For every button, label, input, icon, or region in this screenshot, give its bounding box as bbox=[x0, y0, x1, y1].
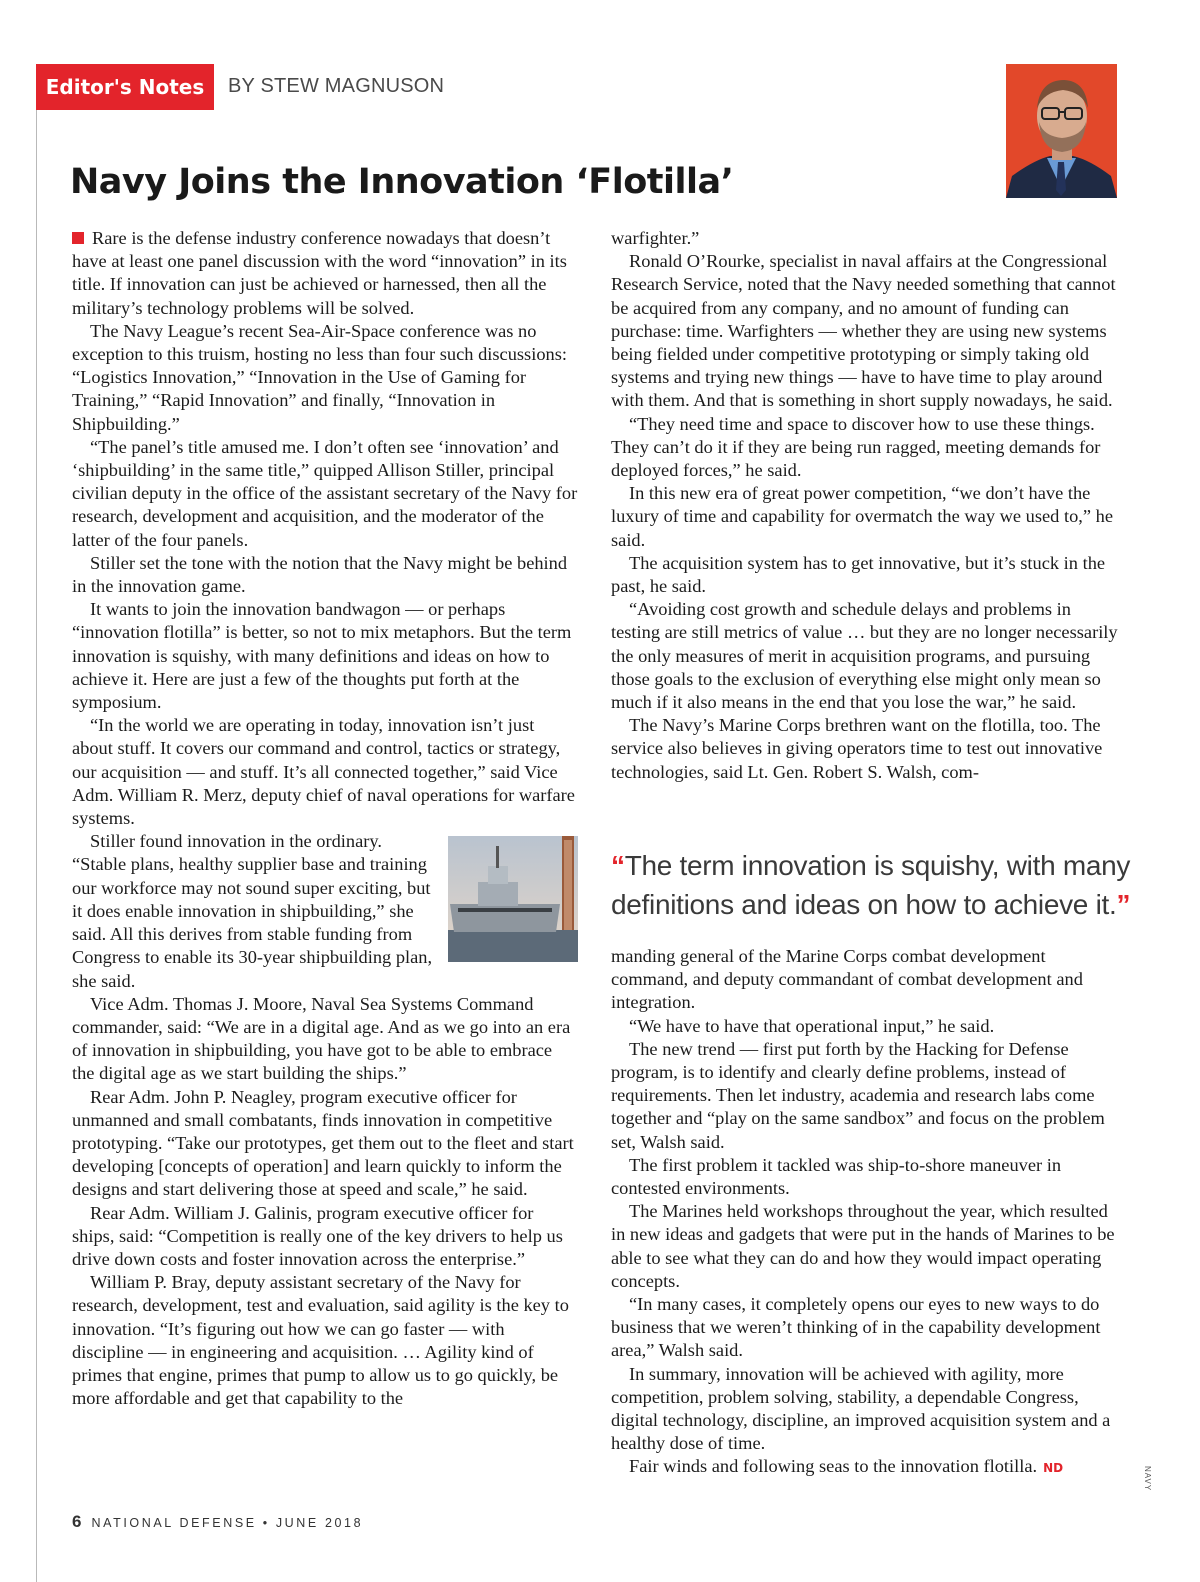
right-column-top bbox=[611, 227, 1121, 784]
right-column-bottom bbox=[611, 945, 1121, 1481]
paragraph: “In the world we are operating in today, innovation isn’t just about stuff. It covers our command and control, tactics or strategy, our acquisition — and stuff. It’s all connected together,” said Vice Adm. William R. Merz, deputy chief of naval operations for warfare systems. bbox=[72, 715, 575, 829]
paragraph: The acquisition system has to get innovative, but it’s stuck in the past, he said. bbox=[611, 552, 1106, 597]
paragraph: In this new era of great power competition, “we don’t have the luxury of time and capability for overmatch the way we used to,” he said. bbox=[611, 483, 1113, 550]
publication-info: NATIONAL DEFENSE • JUNE 2018 bbox=[91, 1516, 364, 1530]
end-mark: ND bbox=[1043, 1461, 1064, 1476]
left-column bbox=[72, 227, 578, 1410]
paragraph: The new trend — first put forth by the Hacking for Defense program, is to identify and clearly define problems, instead of requirements. Then let industry, academia and research labs come together and “play on the same sandbox” and focus on the problem set, Walsh said. bbox=[611, 1038, 1105, 1152]
paragraph: The Navy League’s recent Sea-Air-Space conference was no exception to this truism, hosting no less than four such discussions: “Logistics Innovation,” “Innovation in the Use of Gaming for Training,” “Rapid Innovation” and finally, “Innovation in Shipbuilding.” bbox=[72, 320, 567, 434]
byline: BY STEW MAGNUSON bbox=[228, 75, 445, 97]
page-number: 6 bbox=[72, 1512, 82, 1531]
pull-quote bbox=[611, 846, 1131, 924]
paragraph: The Marines held workshops throughout the year, which resulted in new ideas and gadgets that were put in the hands of Marines to be able to see what they can do and how they would impact operating concepts. bbox=[611, 1201, 1115, 1291]
start-square-icon bbox=[72, 232, 84, 244]
page-footer bbox=[72, 1512, 363, 1532]
paragraph: Stiller found innovation in the ordinary. “Stable plans, healthy supplier base and training our workforce may not sound super exciting, but it does enable innovation in shipbuilding,” she said. All this derives from stable funding from Congress to enable its 30-year shipbuilding plan, she said. bbox=[72, 831, 433, 991]
paragraph: Rare is the defense industry conference nowadays that doesn’t have at least one panel discussion with the word “innovation” in its title. If innovation can just be achieved or harnessed, then all the military’s technology problems will be solved. bbox=[72, 228, 567, 318]
paragraph: “The panel’s title amused me. I don’t often see ‘innovation’ and ‘shipbuilding’ in the same title,” quipped Allison Stiller, principal civilian deputy in the office of the assistant secretary of the Navy for research, development and acquisition, and the moderator of the latter of the four panels. bbox=[72, 436, 578, 550]
section-tag: Editor's Notes bbox=[36, 64, 214, 110]
paragraph: Rear Adm. John P. Neagley, program executive officer for unmanned and small combatants, finds innovation in competitive prototyping. “Take our prototypes, get them out to the fleet and start developing [concepts of operation] and learn quickly to inform the designs and start delivering those at speed and scale,” he said. bbox=[72, 1086, 574, 1200]
author-portrait bbox=[1006, 64, 1117, 198]
paragraph: William P. Bray, deputy assistant secretary of the Navy for research, development, test and evaluation, said agility is the key to innovation. “It’s figuring out how we can go faster — with discipline — in engineering and acquisition. … Agility kind of primes that engine, primes that pump to allow us to go quickly, be more affordable and get that capability to the bbox=[72, 1272, 569, 1409]
paragraph: It wants to join the innovation bandwagon — or perhaps “innovation flotilla” is better, so not to mix metaphors. But the term innovation is squishy, with many definitions and ideas on how to achieve it. Here are just a few of the thoughts put forth at the symposium. bbox=[72, 599, 572, 713]
paragraph: “In many cases, it completely opens our eyes to new ways to do business that we weren’t thinking of in the capability development area,” Walsh said. bbox=[611, 1294, 1101, 1361]
photo-credit: NAVY bbox=[1143, 1466, 1152, 1492]
ship-photo bbox=[448, 836, 578, 962]
paragraph: The Navy’s Marine Corps brethren want on the flotilla, too. The service also believes in giving operators time to test out innovative technologies, said Lt. Gen. Robert S. Walsh, com- bbox=[611, 715, 1103, 782]
paragraph: “They need time and space to discover how to use these things. They can’t do it if they are being run ragged, meeting demands for deployed forces,” he said. bbox=[611, 413, 1101, 481]
paragraph: In summary, innovation will be achieved with agility, more competition, problem solving, stability, a dependable Congress, digital technology, discipline, an improved acquisition system and a healthy dose of time. bbox=[611, 1363, 1111, 1454]
paragraph: The first problem it tackled was ship-to-shore maneuver in contested environments. bbox=[611, 1154, 1062, 1199]
close-quote-mark: ” bbox=[1116, 889, 1131, 920]
paragraph: manding general of the Marine Corps combat development command, and deputy commandant of combat development and integration. bbox=[611, 946, 1083, 1013]
paragraph: Rear Adm. William J. Galinis, program executive officer for ships, said: “Competition is really one of the key drivers to help us drive down costs and foster innovation across the enterprise.” bbox=[72, 1202, 563, 1269]
paragraph: Stiller set the tone with the notion that the Navy might be behind in the innovation game. bbox=[72, 552, 568, 597]
pull-quote-text: The term innovation is squishy, with many definitions and ideas on how to achieve it. bbox=[611, 850, 1131, 920]
open-quote-mark: “ bbox=[611, 850, 625, 881]
paragraph: Fair winds and following seas to the innovation flotilla. ND bbox=[629, 1456, 1064, 1477]
paragraph: “We have to have that operational input,” he said. bbox=[629, 1015, 995, 1036]
left-margin-rule bbox=[36, 108, 37, 1582]
paragraph: Ronald O’Rourke, specialist in naval affairs at the Congressional Research Service, noted that the Navy needed something that cannot be acquired from any company, and no amount of funding can purchase: time. Warfighters — whether they are using new systems being fielded under competitive prototyping or simply taking old systems and trying new things — have to have time to play around with them. And that is something in short supply nowadays, he said. bbox=[611, 251, 1116, 411]
paragraph: Vice Adm. Thomas J. Moore, Naval Sea Systems Command commander, said: “We are in a digital age. And as we go into an era of innovation in shipbuilding, you have got to be able to embrace the digital age as we start building the ships.” bbox=[72, 993, 571, 1084]
paragraph: “Avoiding cost growth and schedule delays and problems in testing are still metrics of value … but they are no longer necessarily the only measures of merit in acquisition programs, and pursuing those goals to the exclusion of everything else might only mean so much if it also means in the end that you lose the war,” he said. bbox=[611, 599, 1118, 713]
article-headline: Navy Joins the Innovation ‘Flotilla’ bbox=[70, 162, 734, 202]
paragraph: warfighter.” bbox=[611, 228, 700, 248]
